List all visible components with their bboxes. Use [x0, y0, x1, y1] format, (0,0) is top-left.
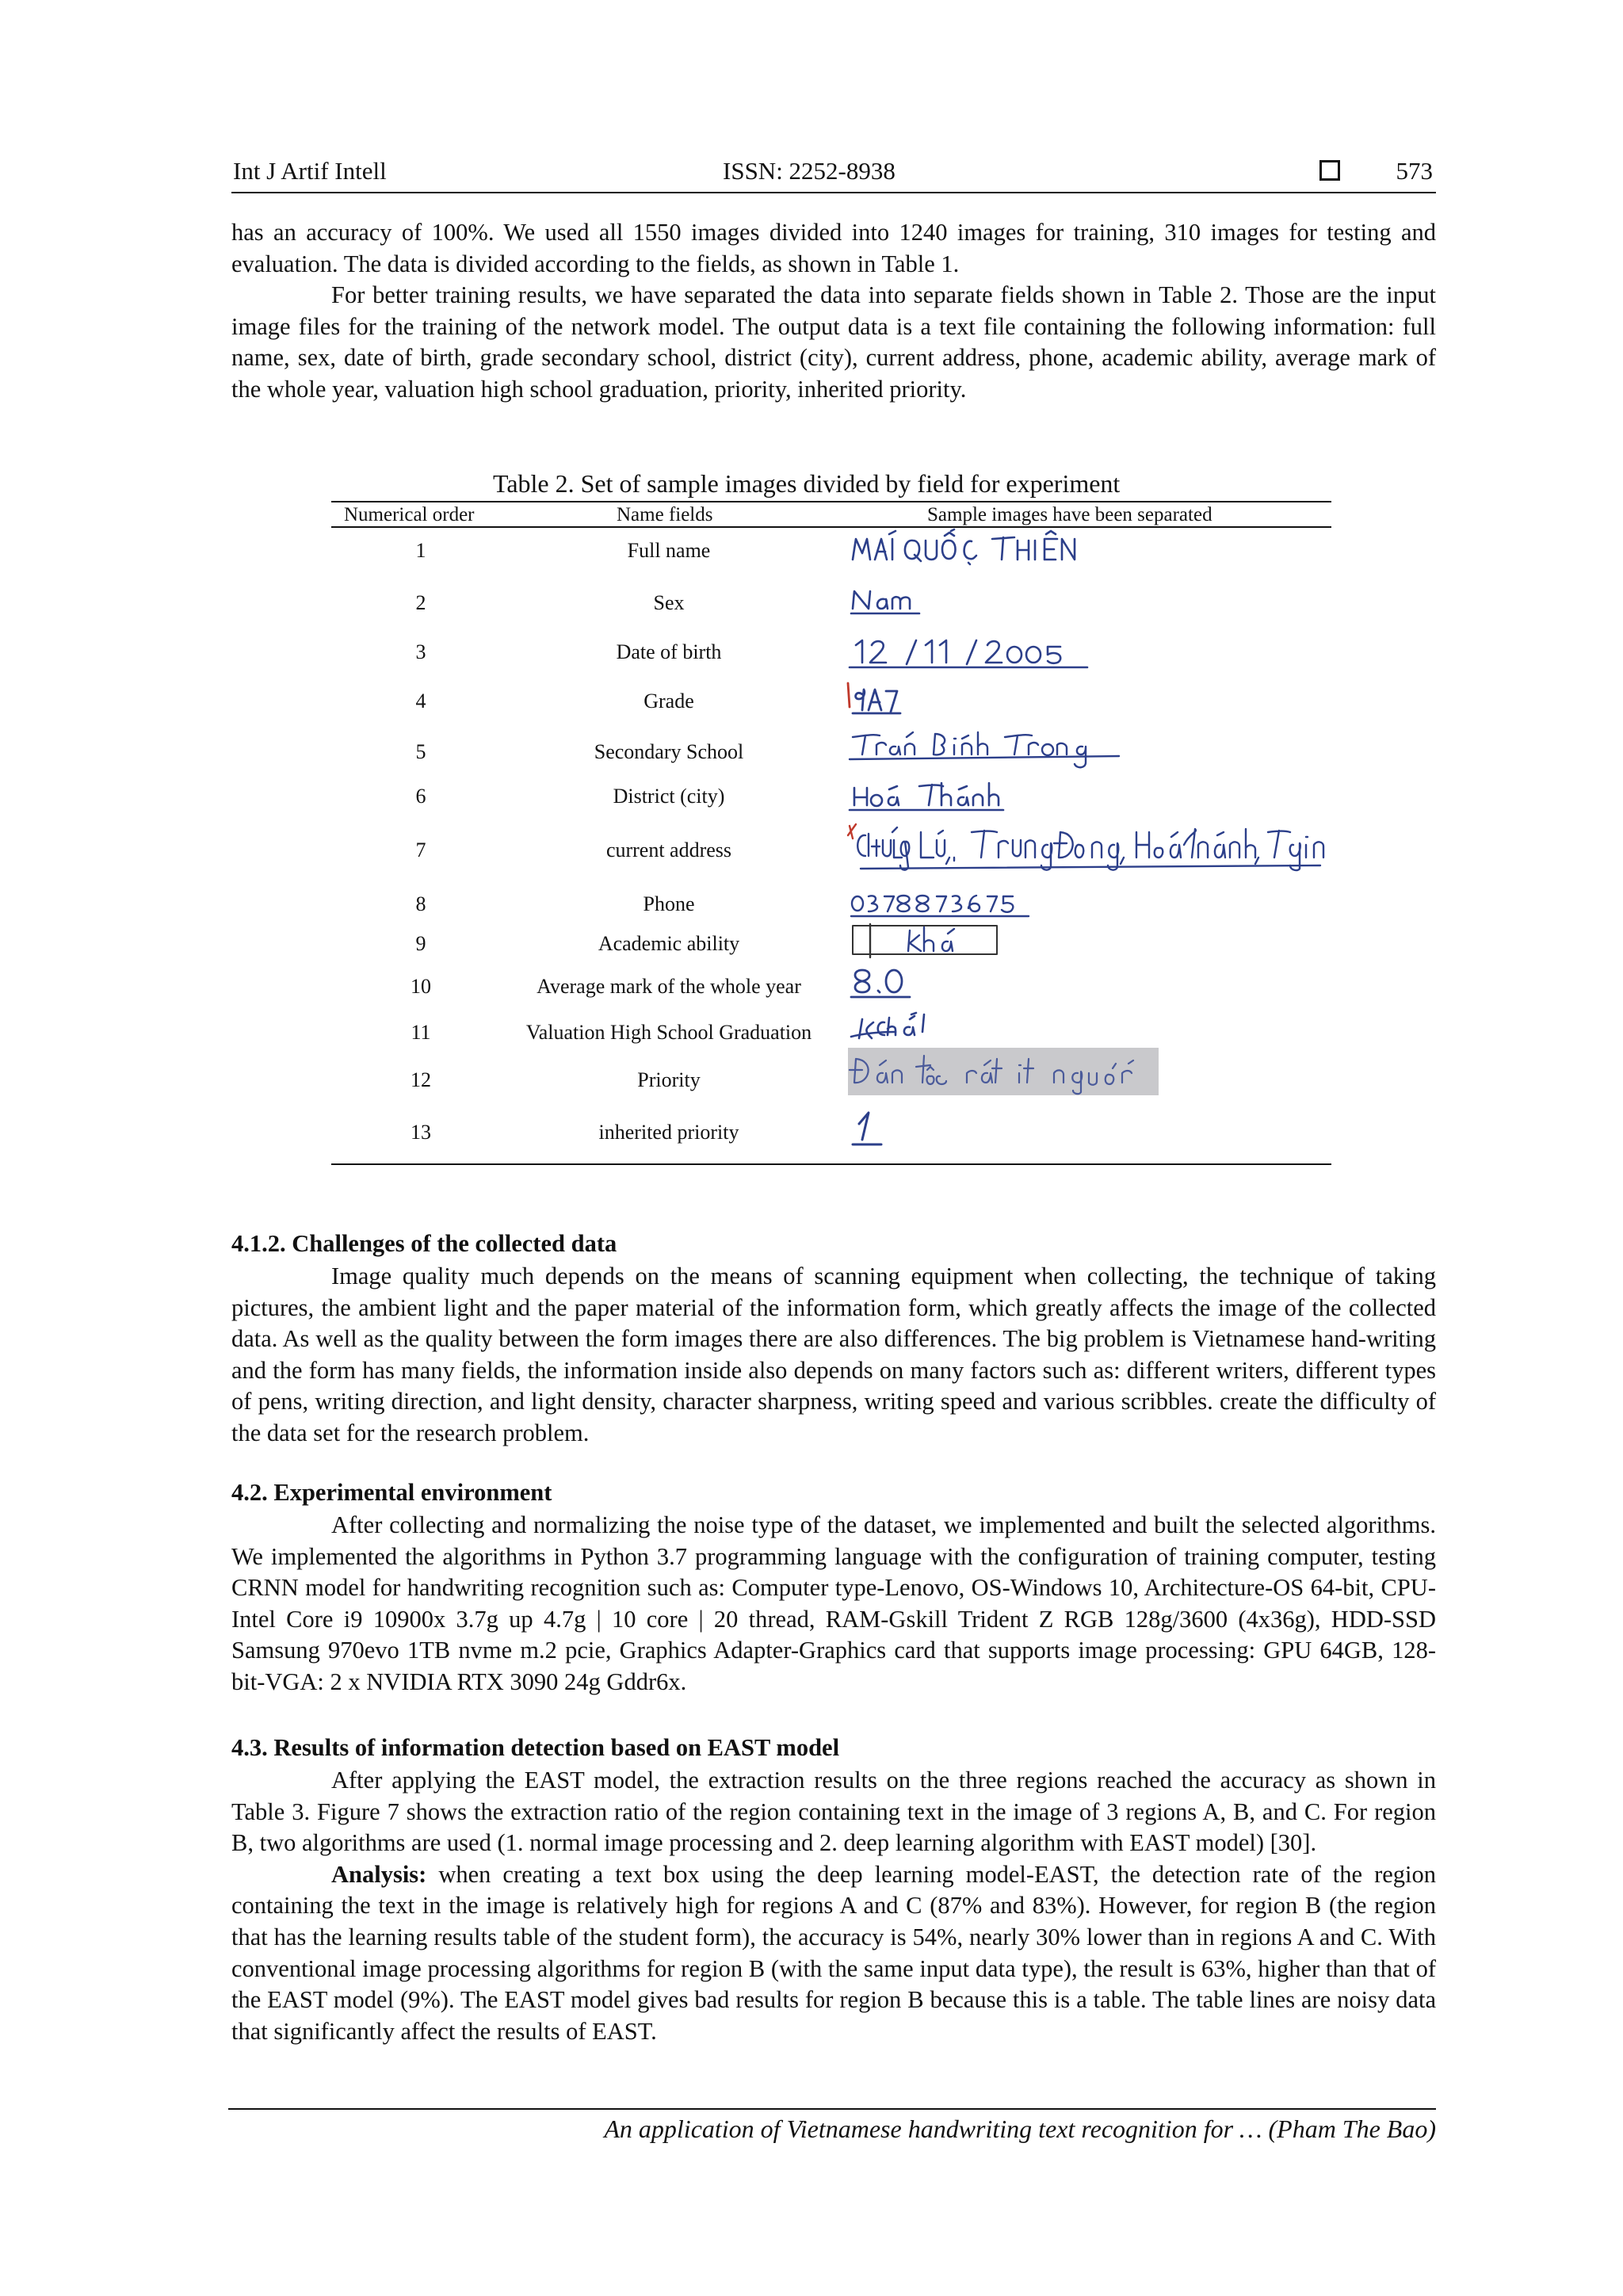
row-number: 2: [415, 591, 426, 614]
section-4-3-text: [231, 1765, 1436, 2047]
row-field: Date of birth: [616, 640, 722, 663]
section-heading-4-2: 4.2. Experimental environment: [231, 1479, 552, 1506]
row-field: Academic ability: [598, 932, 740, 955]
section-4-1-2-text: [231, 1261, 1436, 1450]
row-field: Grade: [643, 690, 694, 712]
table-header-number: Numerical order: [344, 504, 475, 525]
section-heading-4-3: 4.3. Results of information detection based on EAST model: [231, 1734, 840, 1761]
paragraph: Image quality much depends on the means of scanning equipment when collecting, the technique of taking pictures, the ambient light and the paper material of the information form, which greatly affects the image of the collected data. As well as the quality between the form images there are also differences. The big problem is Vietnamese hand-writing and the form has many fields, the information inside also depends on many factors such as: different writers, different types of pens, writing direction, and light density, character sharpness, writing speed and various scribbles. create the difficulty of the data set for the research problem.: [231, 1263, 1436, 1446]
row-field: Full name: [627, 539, 711, 562]
row-field: Phone: [643, 892, 695, 915]
row-number: 7: [415, 839, 426, 861]
row-number: 5: [415, 740, 426, 763]
handwriting-sample-date-of-birth: [850, 634, 1103, 669]
paragraph: After collecting and normalizing the noise type of the dataset, we implemented and built the selected algorithms. We implemented the algorithms in Python 3.7 programming language with the configuration of training computer, testing CRNN model for handwriting recognition such as: Computer type-Lenovo, OS-Windows 10, Architecture-OS 64-bit, CPU-Intel Core i9 10900x 3.7g up 4.7g | 10 core | 20 thread, RAM-Gskill Trident Z RGB 128g/3600 (4x36g), HDD-SSD Samsung 970evo 1TB nvme m.2 pcie, Graphics Adapter-Graphics card that supports image processing: GPU 64GB, 128-bit-VGA: 2 x NVIDIA RTX 3090 24g Gddr6x.: [231, 1511, 1436, 1695]
section-heading-4-1-2: 4.1.2. Challenges of the collected data: [231, 1230, 617, 1257]
handwriting-sample-grade: [845, 680, 908, 716]
issn: ISSN: 2252-8938: [723, 157, 896, 185]
analysis-text: when creating a text box using the deep learning model-EAST, the detection rate of the region containing the text in the image is relatively high for regions A and C (87% and 83%). However, for region B (the region that has the learning results table of the student form), the accuracy is 54%, nearly 30% lower than in regions A and C. With conventional image processing algorithms for region B (with the same input data type), the result is 63%, higher than that of the EAST model (9%). The EAST model gives bad results for region B because this is a table. The table lines are noisy data that significantly affect the results of EAST.: [231, 1860, 1436, 2045]
handwriting-sample-current-address: [845, 821, 1320, 873]
running-footer: An application of Vietnamese handwriting text recognition for … (Pham The Bao): [604, 2115, 1436, 2143]
handwriting-sample-valuation: [848, 1011, 951, 1043]
row-field: current address: [605, 839, 732, 861]
handwriting-sample-inherited-priority: [851, 1108, 891, 1149]
handwriting-sample-average-mark: [850, 965, 921, 1000]
row-number: 13: [411, 1121, 431, 1144]
row-field: Priority: [637, 1068, 701, 1091]
intro-paragraph-2: For better training results, we have separated the data into separate fields shown in Table 2. Those are the input image files for the training of the network model. The output data is a text file containing the following information: full name, sex, date of birth, grade secondary school, district (city), current address, phone, academic ability, average mark of the whole year, valuation high school graduation, priority, inherited priority.: [231, 281, 1436, 403]
table-bottom-rule: [331, 1163, 1331, 1165]
paragraph: After applying the EAST model, the extraction results on the three regions reached the accuracy as shown in Table 3. Figure 7 shows the extraction ratio of the region containing text in the image of 3 regions A, B, and C. For region B, two algorithms are used (1. normal image processing and 2. deep learning algorithm with EAST model) [30].: [231, 1767, 1436, 1857]
row-number: 12: [411, 1068, 431, 1091]
row-number: 4: [415, 690, 426, 712]
row-field: inherited priority: [598, 1121, 739, 1144]
handwriting-sample-sex: [850, 585, 929, 617]
row-field: District (city): [613, 785, 725, 808]
row-number: 8: [415, 892, 426, 915]
table-top-rule: [331, 501, 1331, 502]
handwriting-sample-academic-ability: [850, 923, 1008, 961]
row-number: 1: [415, 539, 426, 562]
row-number: 6: [415, 785, 426, 808]
section-4-2-text: [231, 1510, 1436, 1698]
row-field: Valuation High School Graduation: [525, 1021, 812, 1044]
row-number: 3: [415, 640, 426, 663]
row-number: 10: [411, 975, 431, 998]
row-field: Average mark of the whole year: [537, 975, 801, 998]
row-field: Secondary School: [594, 740, 744, 763]
table-header-field: Name fields: [617, 504, 713, 525]
handwriting-sample-priority: [848, 1048, 1159, 1095]
row-number: 11: [411, 1021, 431, 1044]
footer-rule: [228, 2108, 1436, 2110]
page-number: 573: [1396, 157, 1433, 185]
journal-name: Int J Artif Intell: [233, 157, 387, 185]
table-caption: Table 2. Set of sample images divided by field for experiment: [493, 469, 1121, 498]
handwriting-sample-phone: [850, 886, 1048, 918]
running-header: [231, 155, 1436, 193]
handwriting-sample-district: [850, 778, 1008, 813]
square-bullet-icon: [1319, 160, 1340, 181]
handwriting-sample-secondary-school: [850, 728, 1119, 772]
analysis-label: Analysis:: [331, 1860, 427, 1888]
intro-paragraph-1: has an accuracy of 100%. We used all 1550 images divided into 1240 images for training, 310 images for testing and evaluation. The data is divided according to the fields, as shown in Table 1.: [231, 219, 1436, 277]
row-field: Sex: [653, 591, 685, 614]
handwriting-sample-full-name: [850, 529, 1087, 567]
analysis-paragraph: [231, 1859, 1436, 2048]
row-number: 9: [415, 932, 426, 955]
table-header-sample: Sample images have been separated: [927, 504, 1212, 525]
intro-text: [231, 217, 1436, 406]
table-header-rule: [331, 526, 1331, 528]
